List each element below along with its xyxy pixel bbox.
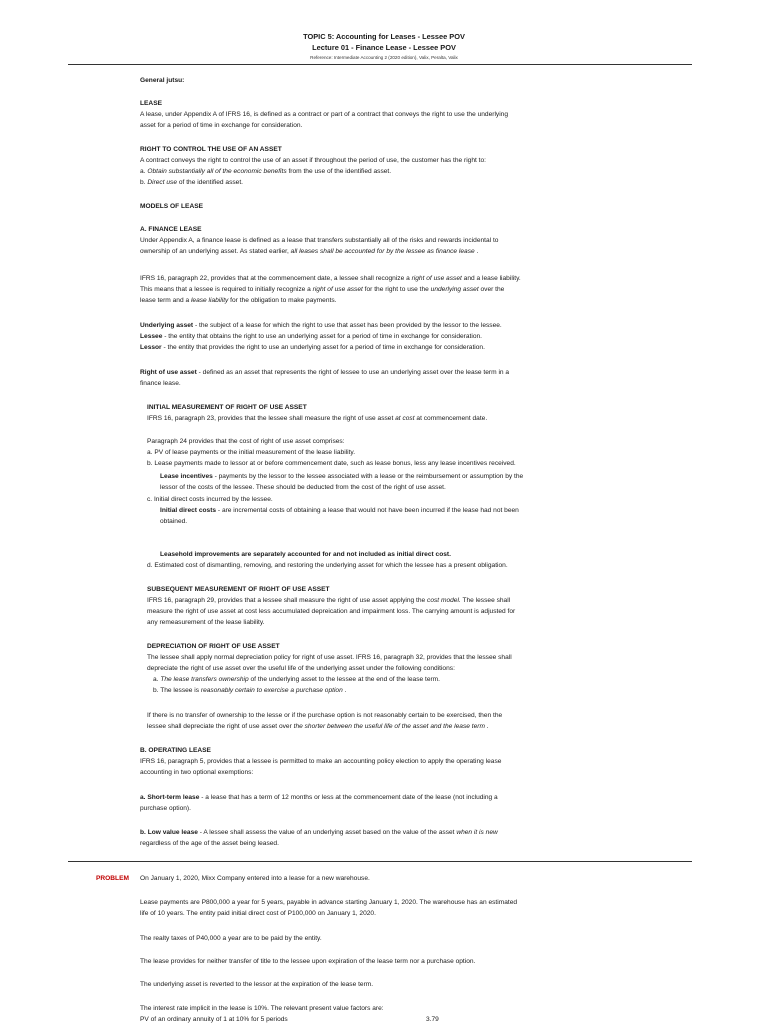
- operating-heading: B. OPERATING LEASE: [140, 747, 211, 754]
- lecture-title: Lecture 01 - Finance Lease - Lessee POV: [312, 43, 456, 52]
- pv-factor-label: PV of an ordinary annuity of 1 at 10% for 5 periods: [140, 1016, 288, 1023]
- rtc-item-a: a. Obtain substantially all of the economic benefits from the use of the identified asset.: [140, 168, 392, 175]
- subsequent-heading: SUBSEQUENT MEASUREMENT OF RIGHT OF USE ASSET: [147, 586, 330, 593]
- rou-def-2: finance lease.: [140, 380, 181, 387]
- models-heading: MODELS OF LEASE: [140, 203, 204, 210]
- underlying-asset-def: Underlying asset - the subject of a lease for which the right to use that asset has been provided by the lessor to the lessee.: [140, 322, 502, 329]
- subsequent-text-1: IFRS 16, paragraph 29, provides that a lessee shall measure the right of use asset applying the cost model. The lessee shall: [147, 597, 511, 604]
- operating-text-2: accounting in two optional exemptions:: [140, 769, 254, 776]
- problem-line-5: The lease provides for neither transfer of title to the lessee upon expiration of the lease term nor a purchase option.: [140, 958, 476, 965]
- rtc-heading: RIGHT TO CONTROL THE USE OF AN ASSET: [140, 146, 282, 153]
- finance-text-1: Under Appendix A, a finance lease is defined as a lease that transfers substantially all of the risks and rewards incidental to: [140, 237, 499, 244]
- problem-line-4: The realty taxes of P40,000 a year are to be paid by the entity.: [140, 935, 322, 942]
- rtc-text-1: A contract conveys the right to control the use of an asset if throughout the period of use, the customer has the right to:: [140, 157, 487, 164]
- lease-heading: LEASE: [140, 100, 162, 107]
- leasehold-note: Leasehold improvements are separately accounted for and not included as initial direct cost.: [160, 551, 451, 558]
- p22-line-2: This means that a lessee is required to initially recognize a right of use asset for the right to use the underlying asset over the: [140, 286, 505, 293]
- depreciation-heading: DEPRECIATION OF RIGHT OF USE ASSET: [147, 643, 280, 650]
- lease-text-2: asset for a period of time in exchange for consideration.: [140, 122, 303, 129]
- depreciation-note-2: lessee shall depreciate the right of use asset over the shorter between the useful life of the asset and the lease term .: [147, 723, 489, 730]
- finance-heading: A. FINANCE LEASE: [140, 226, 202, 233]
- problem-line-7: The interest rate implicit in the lease is 10%. The relevant present value factors are:: [140, 1005, 384, 1012]
- depreciation-text-1: The lessee shall apply normal depreciation policy for right of use asset. IFRS 16, paragraph 32, provides that the lessee shall: [147, 654, 512, 661]
- lessee-def: Lessee - the entity that obtains the right to use an underlying asset for a period of time in exchange for consideration.: [140, 333, 482, 340]
- problem-line-2: Lease payments are P800,000 a year for 5 years, payable in advance starting January 1, 2020. The warehouse has an estimated: [140, 899, 518, 906]
- depreciation-item-b: b. The lessee is reasonably certain to exercise a purchase option .: [153, 687, 347, 694]
- subsequent-text-3: any remeasurement of the lease liability.: [147, 619, 265, 626]
- short-term-lease-def-2: purchase option).: [140, 805, 191, 812]
- lease-incentives-def-2: lessor of the costs of the lessee. These should be deducted from the cost of the right of use asset.: [160, 484, 446, 491]
- topic-title: TOPIC 5: Accounting for Leases - Lessee POV: [303, 32, 465, 41]
- finance-text-2: ownership of an underlying asset. As stated earlier, all leases shall be accounted for by the lessee as finance lease .: [140, 248, 479, 255]
- idc-def-2: obtained.: [160, 518, 188, 525]
- problem-line-1: On January 1, 2020, Mixx Company entered into a lease for a new warehouse.: [140, 875, 370, 882]
- problem-line-6: The underlying asset is reverted to the lessor at the expiration of the lease term.: [140, 981, 374, 988]
- lessor-def: Lessor - the entity that provides the right to use an underlying asset for a period of time in exchange for consideration.: [140, 344, 485, 351]
- depreciation-note-1: If there is no transfer of ownership to the lesse or if the purchase option is not reasonably certain to be exercised, then the: [147, 712, 503, 719]
- short-term-lease-def: a. Short-term lease - a lease that has a term of 12 months or less at the commencement date of the lease (not including a: [140, 794, 498, 801]
- initial-text-1: IFRS 16, paragraph 23, provides that the lessee shall measure the right of use asset at cost at commencement date.: [147, 415, 488, 422]
- p22-line-3: lease term and a lease liability for the obligation to make payments.: [140, 297, 337, 304]
- subsequent-text-2: measure the right of use asset at cost less accumulated depreication and impairment loss. The carrying amount is adjusted for: [147, 608, 516, 615]
- lease-incentives-def: Lease incentives - payments by the lessor to the lessee associated with a lease or the reimbursement or assumption by the: [160, 473, 524, 480]
- low-value-lease-def: b. Low value lease - A lessee shall assess the value of an underlying asset based on the value of the asset when it is new: [140, 829, 498, 836]
- problem-line-3: life of 10 years. The entity paid initial direct cost of P100,000 on January 1, 2020.: [140, 910, 376, 917]
- lease-text-1: A lease, under Appendix A of IFRS 16, is defined as a contract or part of a contract that conveys the right to use the underlying: [140, 111, 509, 118]
- pv-factor-value: 3.79: [426, 1016, 439, 1023]
- initial-item-a: a. PV of lease payments or the initial measurement of the lease liability.: [147, 449, 356, 456]
- depreciation-item-a: a. The lease transfers ownership of the underlying asset to the lessee at the end of the lease term.: [153, 676, 441, 683]
- depreciation-text-2: depreciate the right of use asset over the useful life of the underlying asset under the following conditions:: [147, 665, 455, 672]
- initial-item-d: d. Estimated cost of dismantling, removing, and restoring the underlying asset for which the lessee has a present obligation.: [147, 562, 508, 569]
- initial-item-c: c. Initial direct costs incurred by the lessee.: [147, 496, 273, 503]
- operating-text-1: IFRS 16, paragraph 5, provides that a lessee is permitted to make an accounting policy election to apply the operating lease: [140, 758, 502, 765]
- problem-rule: [68, 861, 692, 862]
- p22-line-1: IFRS 16, paragraph 22, provides that at the commencement date, a lessee shall recognize a right of use asset and a lease liability.: [140, 275, 521, 282]
- reference-line: Reference: Intermediate Accounting 2 (2020 edition), Valix, Peralta, Valix: [310, 55, 458, 60]
- rou-def: Right of use asset - defined as an asset that represents the right of lessee to use an underlying asset over the lease term in a: [140, 369, 510, 376]
- low-value-lease-def-2: regardless of the age of the asset being leased.: [140, 840, 279, 847]
- initial-heading: INITIAL MEASUREMENT OF RIGHT OF USE ASSET: [147, 404, 307, 411]
- rtc-item-b: b. Direct use of the identified asset.: [140, 179, 244, 186]
- header-rule: [68, 64, 692, 65]
- idc-def: Initial direct costs - are incremental costs of obtaining a lease that would not have been incurred if the lease had not been: [160, 507, 519, 514]
- problem-label: PROBLEM: [96, 875, 129, 882]
- p24-text: Paragraph 24 provides that the cost of right of use asset comprises:: [147, 438, 345, 445]
- general-heading: General jutsu:: [140, 77, 185, 84]
- initial-item-b: b. Lease payments made to lessor at or before commencement date, such as lease bonus, less any lease incentives received.: [147, 460, 516, 467]
